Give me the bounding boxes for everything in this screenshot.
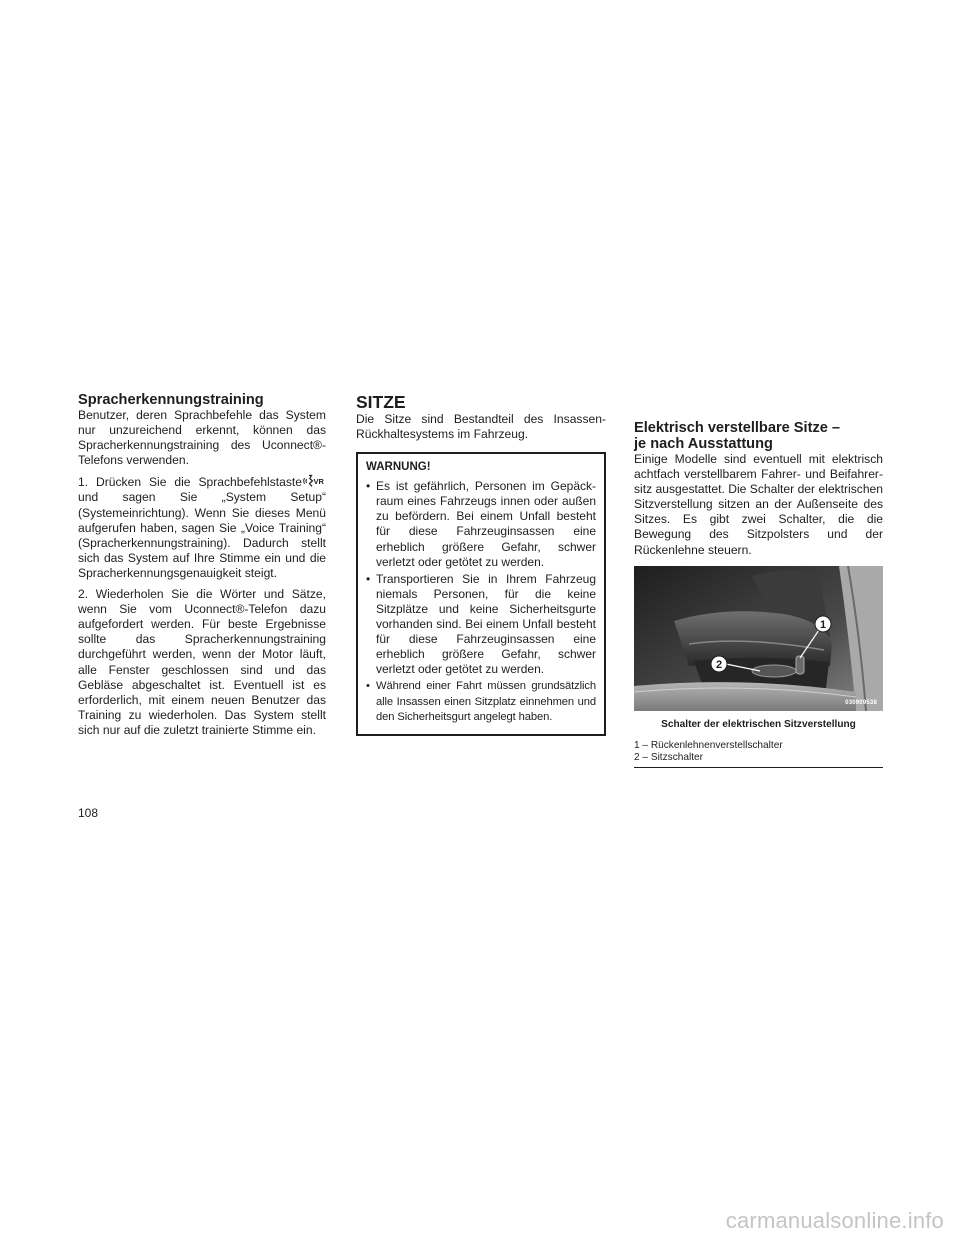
seats-intro: Die Sitze sind Bestandteil des Insassen-Rückhaltesystems im Fahrzeug. (356, 412, 606, 442)
page-number: 108 (78, 806, 99, 820)
legend-item-1: 1 – Rückenlehnenverstellschalter (634, 739, 783, 751)
seat-switch-photo (634, 566, 883, 711)
seats-heading: SITZE (356, 392, 406, 412)
callout-1: 1 (819, 618, 827, 631)
warning-item: • Transportieren Sie in Ihrem Fahrzeug niemals Personen, für die keine Sitzplätze und keine Sicherheitsgurte vorhanden sind. Bei einem Unfall besteht für diese Fahrzeuginsassen eine erheblich größere Gefahr, schwer verletzt oder getötet zu werden. (366, 572, 596, 678)
voice-training-intro: Benutzer, deren Sprachbefehle das System nur unzureichend erkennt, können das Spracherkennungstraining des Uconnect®-Telefons verwenden. (78, 408, 326, 468)
power-seats-heading (634, 420, 883, 452)
figure-caption: Schalter der elektrischen Sitzverstellung (661, 718, 856, 730)
power-seats-heading-line-2: je nach Ausstattung (634, 436, 773, 452)
figure-code: 030909538 (845, 699, 877, 706)
warning-title: WARNUNG! (366, 461, 431, 474)
watermark: carmanualsonline.info (725, 1208, 944, 1233)
voice-training-step-2: 2. Wiederholen Sie die Wörter und Sätze, wenn Sie vom Uconnect®-Telefon dazu aufgefordert werden. Für beste Ergebnisse sollte das Spracherkennungstraining durchgeführt werden, wenn der Motor läuft, alle Fenster geschlossen sind und das Gebläse abgeschaltet ist. Eventuell ist es erforderlich, mit einem neuen Benutzer das Training zu wiederholen. Das System stellt sich nur auf die zuletzt trainierte Stimme ein. (78, 587, 326, 737)
warning-list (366, 479, 596, 725)
warning-box (356, 452, 606, 736)
voice-command-icon (302, 474, 326, 488)
svg-text:VR: VR (313, 477, 324, 487)
seats-section (356, 392, 606, 736)
power-seats-body: Einige Modelle sind eventuell mit elektrisch achtfach verstellbarem Fahrer- und Beifahrersitz ausgestattet. Die Schalter der elektrischen Sitzverstellung sitzen an der Außenseite des Sitzes. Es gibt zwei Schalter, die die Bewegung des Sitzpolsters und der Rückenlehne steuern. (634, 452, 883, 557)
voice-training-section (78, 392, 326, 738)
step-1-text-start: 1. Drücken Sie die Sprachbefehlstaste (78, 475, 302, 490)
seat-switch-illustration (634, 566, 883, 711)
warning-item: • Während einer Fahrt müssen grundsätzlich alle Insassen einen Sitzplatz einnehmen und den Sicherheitsgurt angelegt haben. (366, 679, 596, 724)
warning-item: • Es ist gefährlich, Personen im Gepäckraum eines Fahrzeugs innen oder außen zu befördern. Bei einem Unfall besteht für diese Fahrzeuginsassen eine erheblich größere Gefahr, schwer verletzt oder getötet zu werden. (366, 479, 596, 570)
power-seats-heading-line-1: Elektrisch verstellbare Sitze – (634, 420, 841, 436)
voice-training-step-1 (78, 474, 326, 581)
figure-legend (634, 740, 883, 768)
step-1-text-end: und sagen Sie „System Setup“ (Systemeinrichtung). Wenn Sie dieses Menü aufgerufen haben, sagen Sie „Voice Training“ (Spracherkennungstraining). Dadurch stellt sich das System auf Ihre Stimme ein und die Spracherkennungsgenauigkeit steigt. (78, 490, 326, 580)
legend-item-2: 2 – Sitzschalter (634, 751, 704, 763)
callout-2: 2 (715, 658, 723, 671)
voice-training-heading: Spracherkennungstraining (78, 392, 264, 408)
power-seats-section (634, 420, 883, 768)
